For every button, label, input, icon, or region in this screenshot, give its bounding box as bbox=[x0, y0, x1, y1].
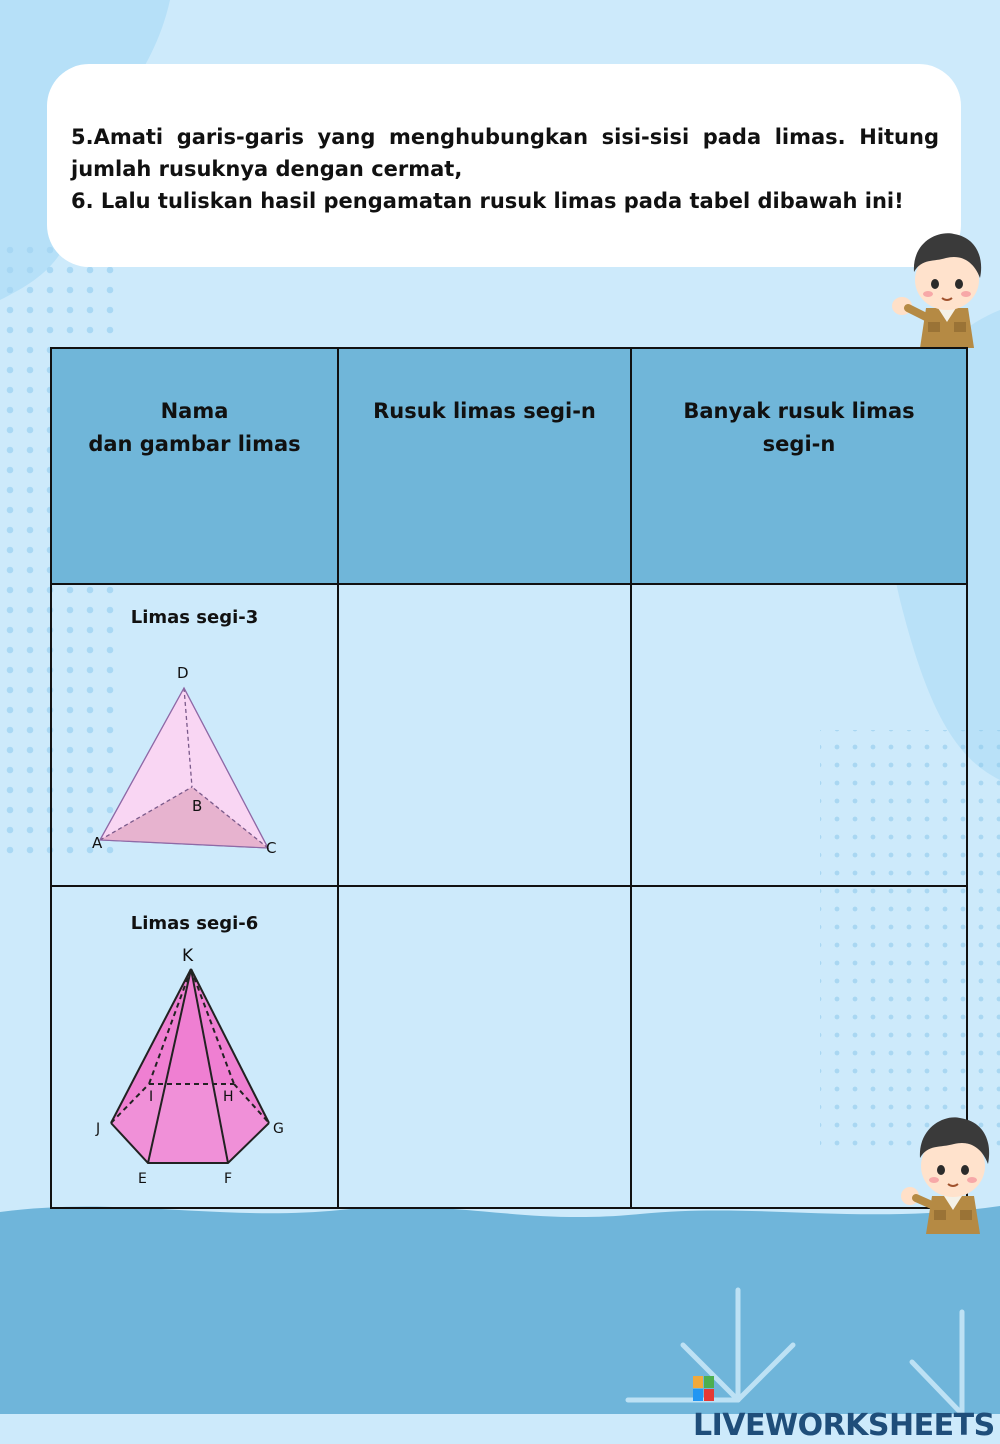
observation-table bbox=[50, 347, 968, 1209]
header-edges-label: Rusuk limas segi-n bbox=[373, 399, 596, 423]
vertex-label-g: G bbox=[273, 1121, 284, 1137]
header-name-picture bbox=[51, 348, 338, 584]
header-edge-count bbox=[631, 348, 967, 584]
kid-mascot-top bbox=[888, 222, 1000, 348]
limas-segi-6-title: Limas segi-6 bbox=[130, 913, 259, 934]
vertex-label-e: E bbox=[138, 1171, 147, 1187]
header-count-line1: Banyak rusuk limas bbox=[683, 399, 915, 423]
instruction-line-5: 5.Amati garis-garis yang menghubungkan sisi-sisi pada limas. Hitung jumlah rusuknya dengan cermat, bbox=[71, 125, 939, 181]
header-name-line1: Nama bbox=[160, 399, 229, 423]
answer-edges-segi-6[interactable] bbox=[338, 886, 631, 1208]
header-count-line2: segi-n bbox=[762, 432, 836, 456]
liveworksheets-logo-text: LIVEWORKSHEETS bbox=[693, 1408, 995, 1443]
vertex-label-d: D bbox=[177, 664, 189, 682]
header-name-line2: dan gambar limas bbox=[88, 432, 301, 456]
vertex-label-c: C bbox=[266, 839, 277, 857]
header-edges bbox=[338, 348, 631, 584]
answer-edges-segi-3[interactable] bbox=[338, 584, 631, 886]
vertex-label-h: H bbox=[223, 1089, 234, 1105]
vertex-label-b: B bbox=[192, 797, 203, 815]
instruction-line-6: 6. Lalu tuliskan hasil pengamatan rusuk limas pada tabel dibawah ini! bbox=[71, 189, 904, 213]
vertex-label-f: F bbox=[224, 1171, 233, 1187]
limas-segi-3-title: Limas segi-3 bbox=[130, 607, 259, 628]
liveworksheets-logo bbox=[693, 1372, 1000, 1444]
answer-count-segi-3[interactable] bbox=[631, 584, 967, 886]
triangular-pyramid-figure bbox=[52, 585, 339, 885]
vertex-label-a: A bbox=[92, 834, 103, 852]
vertex-label-j: J bbox=[96, 1121, 101, 1137]
vertex-label-k: K bbox=[182, 946, 194, 966]
instructions bbox=[71, 121, 939, 217]
liveworksheets-logo-icon bbox=[693, 1376, 715, 1402]
cell-limas-segi-3 bbox=[51, 584, 338, 886]
vertex-label-i: I bbox=[149, 1089, 154, 1105]
kid-mascot-bottom bbox=[898, 1110, 1000, 1234]
hexagonal-pyramid-figure bbox=[52, 887, 339, 1207]
cell-limas-segi-6 bbox=[51, 886, 338, 1208]
